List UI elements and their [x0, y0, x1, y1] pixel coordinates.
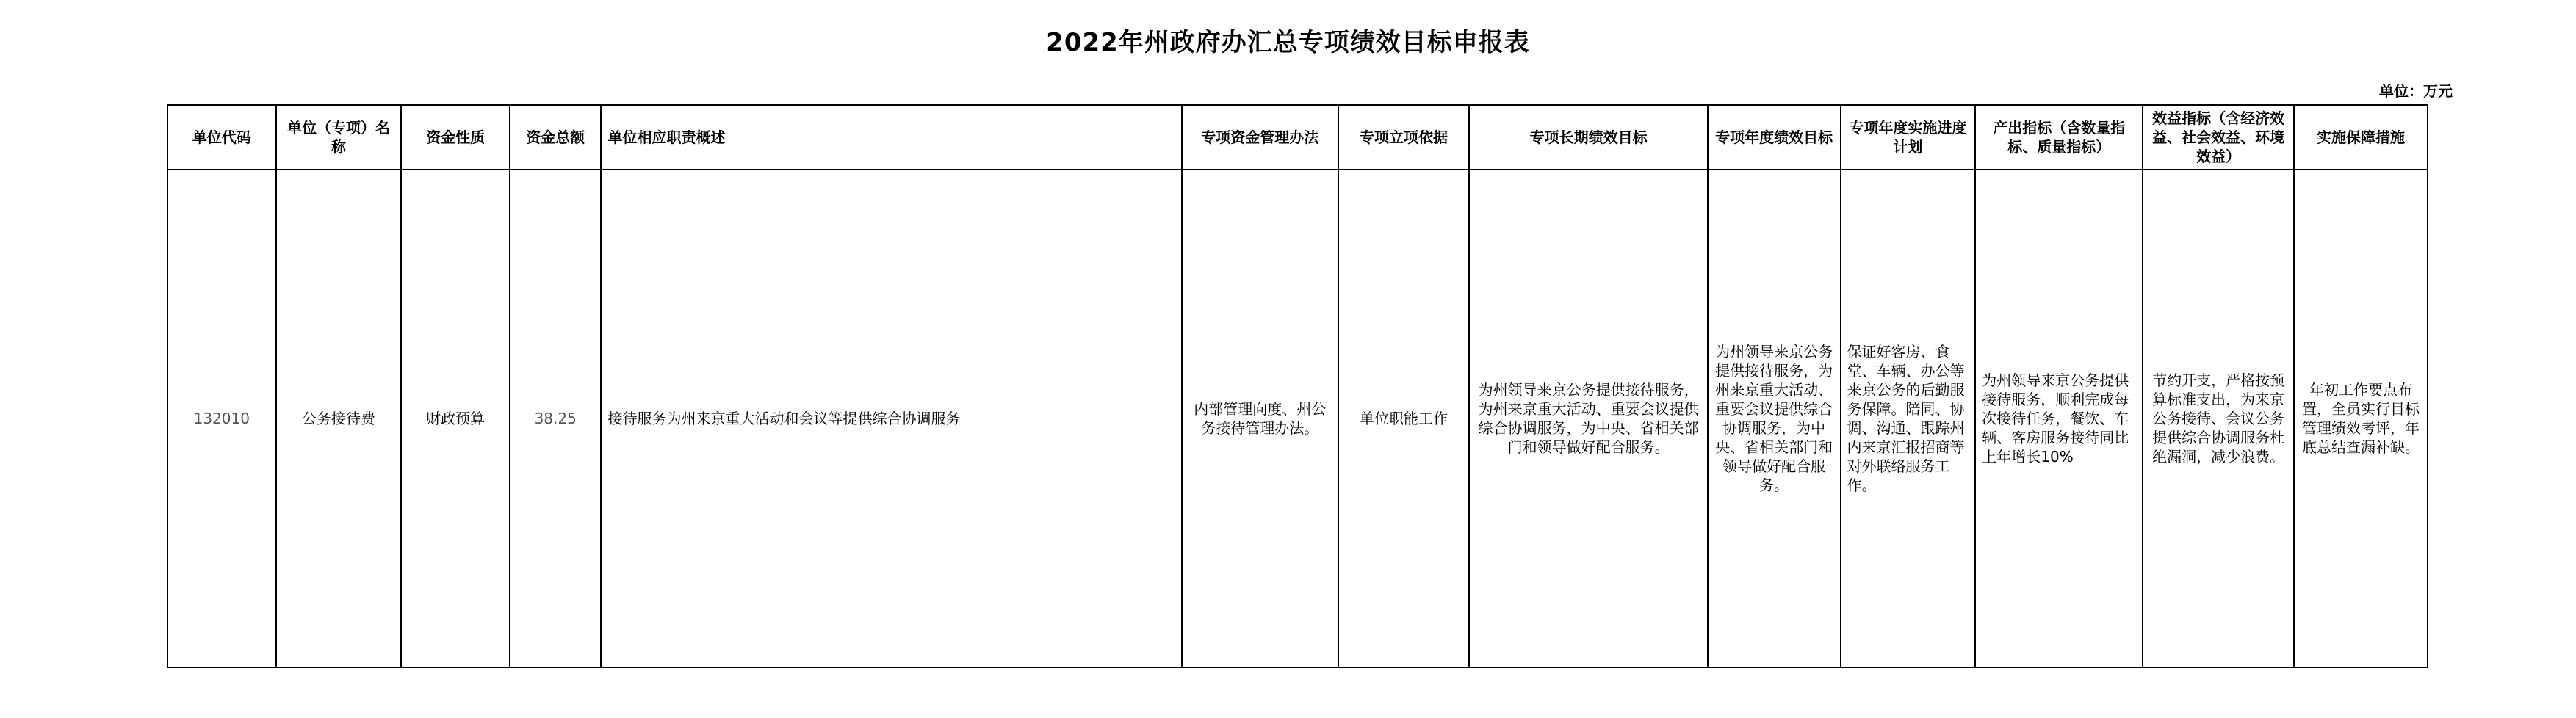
- header-fund-nature: 资金性质: [401, 105, 510, 170]
- table-header-row: [167, 105, 2428, 170]
- cell-fund-nature: 财政预算: [401, 170, 510, 667]
- cell-benefit-indicators: 节约开支，严格按预算标准支出，为来京公务接待、会议公务提供综合协调服务杜绝漏洞，减少浪费。: [2143, 170, 2294, 667]
- header-duty-overview: 单位相应职责概述: [601, 105, 1181, 170]
- header-unit-name: 单位（专项）名称: [276, 105, 402, 170]
- cell-management-method: 内部管理向度、州公务接待管理办法。: [1182, 170, 1338, 667]
- cell-safeguard-measures: 年初工作要点布置，全员实行目标管理绩效考评，年底总结查漏补缺。: [2294, 170, 2428, 667]
- cell-annual-goal: 为州领导来京公务提供接待服务，为州来京重大活动、重要会议提供综合协调服务，为中央、省相关部门和领导做好配合服务。: [1708, 170, 1841, 667]
- header-output-indicators: 产出指标（含数量指标、质量指标）: [1975, 105, 2143, 170]
- header-annual-schedule: 专项年度实施进度计划: [1841, 105, 1976, 170]
- header-project-basis: 专项立项依据: [1338, 105, 1470, 170]
- header-annual-goal: 专项年度绩效目标: [1708, 105, 1841, 170]
- cell-project-basis: 单位职能工作: [1338, 170, 1470, 667]
- header-long-term-goal: 专项长期绩效目标: [1469, 105, 1707, 170]
- cell-long-term-goal: 为州领导来京公务提供接待服务，为州来京重大活动、重要会议提供综合协调服务，为中央、省相关部门和领导做好配合服务。: [1469, 170, 1707, 667]
- header-unit-code: 单位代码: [167, 105, 276, 170]
- cell-unit-name: 公务接待费: [276, 170, 402, 667]
- header-fund-amount: 资金总额: [510, 105, 602, 170]
- table-row: [167, 170, 2428, 667]
- cell-annual-schedule: 保证好客房、食堂、车辆、办公等来京公务的后勤服务保障。陪同、协调、沟通、跟踪州内来京汇报招商等对外联络服务工作。: [1841, 170, 1976, 667]
- unit-label: 单位：万元: [2379, 82, 2453, 100]
- header-benefit-indicators: 效益指标（含经济效益、社会效益、环境效益）: [2143, 105, 2294, 170]
- cell-duty-overview: 接待服务为州来京重大活动和会议等提供综合协调服务: [601, 170, 1181, 667]
- header-safeguard-measures: 实施保障措施: [2294, 105, 2428, 170]
- page-title: 2022年州政府办汇总专项绩效目标申报表: [1046, 28, 1530, 57]
- header-management-method: 专项资金管理办法: [1182, 105, 1338, 170]
- cell-fund-amount: 38.25: [510, 170, 602, 667]
- performance-target-table: [167, 104, 2428, 668]
- cell-output-indicators: 为州领导来京公务提供接待服务，顺利完成每次接待任务，餐饮、车辆、客房服务接待同比上年增长10%: [1975, 170, 2143, 667]
- cell-unit-code: 132010: [167, 170, 276, 667]
